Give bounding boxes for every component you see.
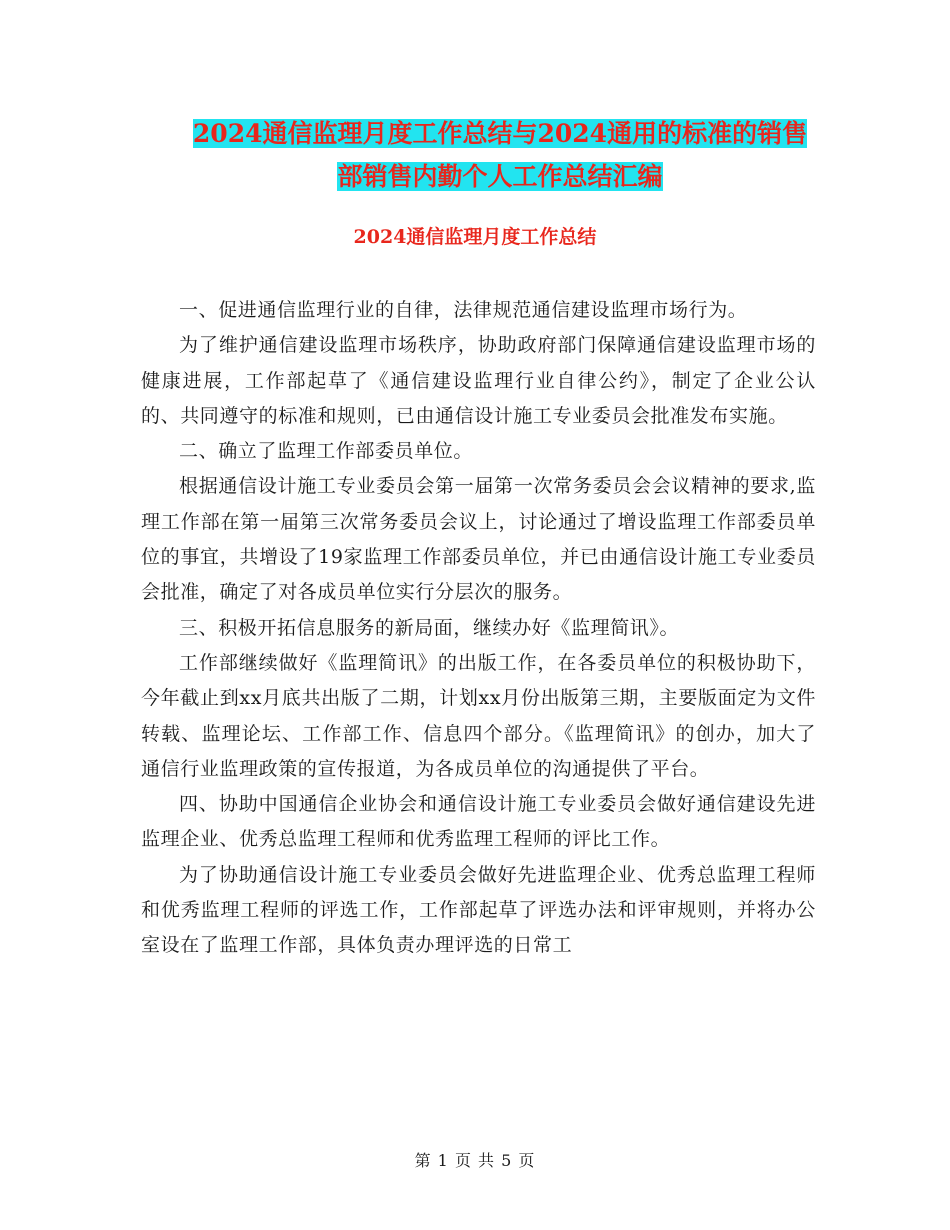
paragraph: 二、确立了监理工作部委员单位。 — [179, 440, 474, 463]
document-title — [140, 112, 860, 198]
paragraph: 三、积极开拓信息服务的新局面，继续办好《监理简讯》。 — [179, 616, 680, 639]
paragraph: 根据通信设计施工专业委员会第一届第一次常务委员会会议精神的要求,监理工作部在第一届第三次常务委员会议上，讨论通过了增设监理工作部委员单位的事宜，共增设了19家监理工作部委员单位，并已由通信设计施工专业委员会批准，确定了对各成员单位实行分层次的服务。 — [141, 475, 816, 604]
paragraph: 四、协助中国通信企业协会和通信设计施工专业委员会做好通信建设先进监理企业、优秀总监理工程师和优秀监理工程师的评比工作。 — [141, 793, 816, 851]
section-title: 2024通信监理月度工作总结 — [353, 226, 597, 248]
paragraph: 一、促进通信监理行业的自律，法律规范通信建设监理市场行为。 — [179, 299, 748, 321]
paragraph: 为了维护通信建设监理市场秩序，协助政府部门保障通信建设监理市场的健康进展，工作部起草了《通信建设监理行业自律公约》，制定了企业公认的、共同遵守的标准和规则，已由通信设计施工专业委员会批准发布实施。 — [141, 334, 816, 427]
document-title-line-1: 2024通信监理月度工作总结与2024通用的标准的销售 — [192, 119, 808, 148]
document-body — [141, 293, 816, 964]
paragraph: 为了协助通信设计施工专业委员会做好先进监理企业、优秀总监理工程师和优秀监理工程师的评选工作，工作部起草了评选办法和评审规则，并将办公室设在了监理工作部，具体负责办理评选的日常工 — [141, 863, 816, 957]
page-footer: 第 1 页 共 5 页 — [414, 1151, 536, 1170]
paragraph: 工作部继续做好《监理简讯》的出版工作，在各委员单位的积极协助下，今年截止到xx月底共出版了二期，计划xx月份出版第三期，主要版面定为文件转载、监理论坛、工作部工作、信息四个部分。《监理简讯》的创办，加大了通信行业监理政策的宣传报道，为各成员单位的沟通提供了平台。 — [141, 651, 816, 780]
document-title-line-2: 部销售内勤个人工作总结汇编 — [337, 162, 663, 191]
